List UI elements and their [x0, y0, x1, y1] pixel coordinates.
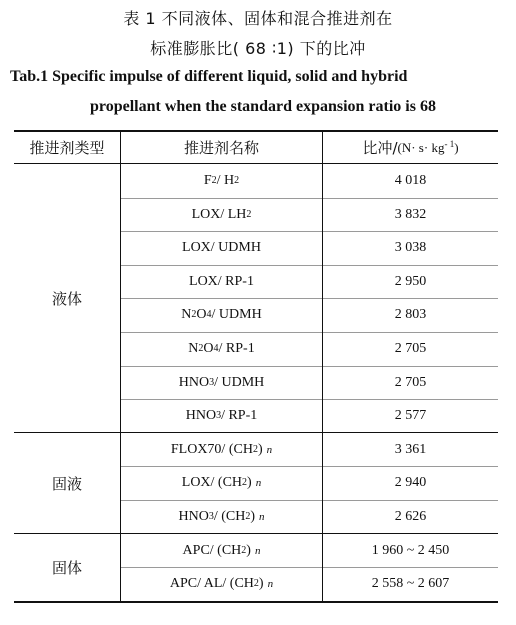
specific-impulse-value: 3 361	[394, 441, 427, 457]
propellant-name-cell	[121, 567, 322, 601]
propellant-type-cell: 固体	[51, 559, 82, 577]
name-text: / UDMH	[214, 374, 265, 390]
propellant-name-cell	[121, 198, 322, 232]
name-text: N	[181, 306, 192, 322]
propellant-name-cell	[121, 500, 322, 534]
subscript: 2	[234, 175, 240, 187]
propellant-name-cell	[121, 534, 322, 568]
specific-impulse-value: 2 803	[394, 306, 427, 322]
specific-impulse-value: 3 832	[394, 206, 427, 222]
name-text: O	[196, 306, 207, 322]
propellant-name-cell	[121, 366, 322, 400]
name-text: n	[255, 476, 262, 489]
specific-impulse-value: 2 705	[394, 340, 427, 356]
name-text: LOX/ UDMH	[182, 239, 261, 255]
name-text: HNO	[178, 374, 210, 390]
table-caption-en-line1: Tab.1 Specific impulse of different liquid, solid and hybrid	[10, 68, 408, 85]
header-name: 推进剂名称	[183, 138, 259, 157]
header-specific-impulse	[323, 131, 498, 163]
name-text: n	[259, 510, 265, 523]
subscript: 4	[206, 309, 212, 321]
name-text: n	[267, 577, 274, 590]
subscript: 2	[252, 444, 258, 456]
name-text: HNO	[178, 508, 209, 524]
specific-impulse-value: 3 038	[394, 239, 427, 255]
name-text: )	[257, 441, 263, 457]
name-text: FLOX70/ (CH	[170, 441, 253, 457]
propellant-name-cell	[121, 332, 322, 366]
name-text: / RP-1	[221, 407, 258, 423]
table-caption-en-line2: propellant when the standard expansion ratio is 68	[90, 98, 436, 115]
specific-impulse-value: 2 705	[394, 374, 427, 390]
subscript: 2	[198, 343, 204, 355]
propellant-name-cell	[121, 399, 322, 433]
subscript: 2	[191, 309, 197, 321]
header-isp-unit: $(N\cdot s\cdot kg^{- 1})$	[397, 138, 459, 155]
name-text: O	[203, 340, 214, 356]
propellant-type-cell: 固液	[51, 475, 82, 493]
name-text: LOX/ (CH	[181, 474, 243, 490]
specific-impulse-value: 2 940	[394, 474, 427, 490]
subscript: 2	[245, 511, 251, 523]
propellant-type-cell: 液体	[51, 290, 82, 308]
propellant-name-cell	[121, 298, 322, 332]
table-caption-cn-line2: 标准膨胀比( 68 ∶1) 下的比冲	[150, 39, 366, 58]
name-text: / H	[216, 172, 235, 188]
name-text: HNO	[185, 407, 217, 423]
name-text: )	[258, 575, 264, 591]
name-text: LOX/ RP-1	[189, 273, 254, 289]
name-text: n	[266, 443, 273, 456]
subscript: 2	[241, 545, 247, 557]
specific-impulse-value: 2 558 ~ 2 607	[371, 575, 450, 591]
subscript: 2	[242, 477, 248, 489]
header-type: 推进剂类型	[29, 138, 105, 157]
subscript: 2	[246, 209, 252, 221]
subscript: 2	[211, 175, 217, 187]
propellant-name-cell	[121, 231, 322, 265]
table-bottom-rule	[14, 601, 498, 603]
specific-impulse-value: 2 626	[394, 508, 427, 524]
name-text: )	[250, 508, 255, 524]
subscript: 3	[208, 511, 214, 523]
name-text: APC/ (CH	[182, 542, 242, 558]
header-isp-label: 比冲/	[362, 138, 398, 157]
propellant-name-cell	[121, 265, 322, 299]
subscript: 4	[213, 343, 219, 355]
subscript: 3	[216, 410, 222, 422]
specific-impulse-value: 2 950	[394, 273, 427, 289]
name-text: APC/ AL/ (CH	[169, 575, 254, 591]
name-text: / UDMH	[211, 306, 262, 322]
propellant-name-cell	[121, 433, 322, 467]
subscript: 3	[209, 377, 215, 389]
propellant-name-cell	[121, 164, 322, 198]
name-text: F	[203, 172, 212, 188]
subscript: 2	[253, 578, 259, 590]
name-text: )	[246, 542, 251, 558]
table-caption-cn-line1: 表 1 不同液体、固体和混合推进剂在	[123, 9, 393, 28]
specific-impulse-value: 2 577	[394, 407, 427, 423]
name-text: N	[188, 340, 199, 356]
name-text: / RP-1	[218, 340, 255, 356]
propellant-name-cell	[121, 466, 322, 500]
name-text: LOX/ LH	[191, 206, 247, 222]
name-text: / (CH	[213, 508, 246, 524]
name-text: )	[247, 474, 252, 490]
name-text: n	[254, 544, 261, 557]
specific-impulse-value: 1 960 ~ 2 450	[371, 542, 450, 558]
specific-impulse-value: 4 018	[394, 172, 427, 188]
